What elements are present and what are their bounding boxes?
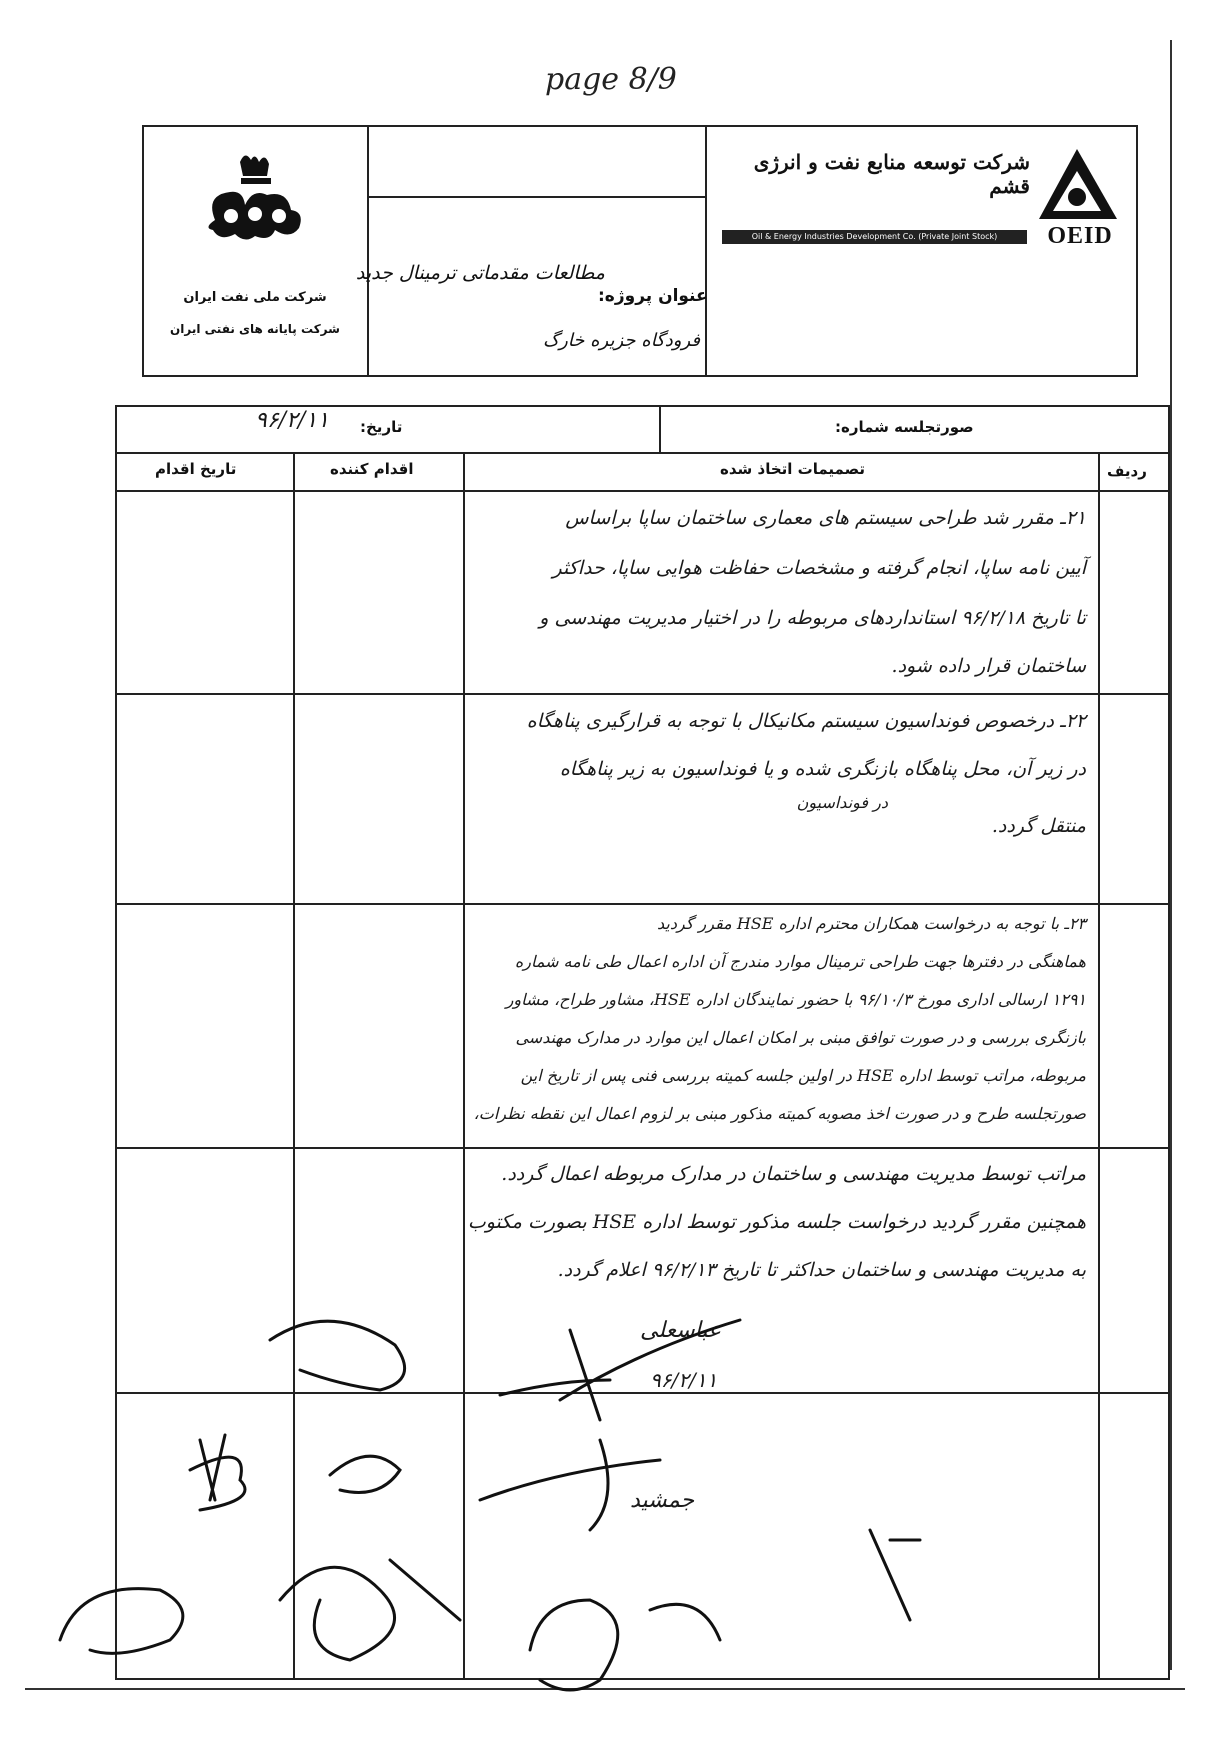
signature-5	[480, 1440, 660, 1530]
signature-3	[190, 1435, 245, 1510]
decision-1-line-4: ساختمان قرار داده شود.	[891, 655, 1086, 677]
decision-2-line-4: منتقل گردد.	[991, 815, 1086, 837]
minutes-number-label: صورتجلسه شماره:	[835, 418, 974, 436]
project-title-line1: مطالعات مقدماتی ترمینال جدید	[355, 262, 605, 284]
oeid-logo-text: OEID	[1047, 223, 1113, 249]
decision-3-line-3: ۱۲۹۱ ارسالی اداری مورخ ۹۶/۱۰/۳ با حضور نمایندگان اداره HSE، مشاور طراح، مشاور	[505, 990, 1086, 1009]
decision-1-line-2: آیین نامه ساپا، انجام گرفته و مشخصات حفاظت هوایی ساپا، حداکثر	[552, 557, 1086, 579]
decision-3-line-1: ۲۳ـ با توجه به درخواست همکاران محترم اداره HSE مقرر گردید	[657, 914, 1086, 933]
decision-1-line-3: تا تاریخ ۹۶/۲/۱۸ استانداردهای مربوطه را در اختیار مدیریت مهندسی و	[539, 607, 1086, 629]
column-header-row: ردیف	[1107, 462, 1147, 480]
signature-9	[870, 1530, 920, 1620]
project-label: عنوان پروژه:	[598, 286, 708, 306]
signature-name-2: جمشید	[630, 1488, 695, 1513]
decision-4-line-2: همچنین مقرر گردید درخواست جلسه مذکور توسط اداره HSE بصورت مکتوب	[467, 1211, 1086, 1233]
decision-1-line-1: ۲۱ـ مقرر شد طراحی سیستم های معماری ساختمان ساپا براساس	[565, 507, 1086, 529]
decision-2-line-3: در فونداسیون	[796, 793, 888, 812]
signature-2	[500, 1320, 740, 1420]
date-value: ۹۶/۲/۱۱	[255, 408, 329, 433]
signature-8	[530, 1600, 720, 1690]
signature-6	[60, 1589, 183, 1654]
signature-4	[330, 1456, 400, 1492]
signature-1	[270, 1321, 405, 1390]
oeid-name-fa: شرکت توسعه منابع نفت و انرژی قشم	[753, 150, 1030, 198]
decision-3-line-4: بازنگری بررسی و در صورت توافق مبنی بر امکان اعمال این موارد در مدارک مهندسی	[515, 1028, 1086, 1047]
decision-3-line-6: صورتجلسه طرح و در صورت اخذ مصوبه کمیته مذکور مبنی بر لزوم اعمال این نقطه نظرات،	[473, 1104, 1086, 1123]
page-number: page 8/9	[545, 62, 677, 97]
signature-name-1: عباسعلی	[640, 1318, 722, 1343]
project-title-line2: فرودگاه جزیره خارگ	[542, 330, 700, 351]
decision-2-line-2: در زیر آن، محل پناهگاه بازنگری شده و یا فونداسیون به زیر پناهگاه	[559, 758, 1086, 780]
column-header-decisions: تصمیمات اتخاذ شده	[720, 460, 865, 478]
nioc-subsidiary-name: شرکت پایانه های نفتی ایران	[170, 322, 340, 336]
decision-3-line-5: مربوطه، مراتب توسط اداره HSE در اولین جلسه کمیته بررسی فنی پس از تاریخ این	[520, 1066, 1086, 1085]
decision-4-line-1: مراتب توسط مدیریت مهندسی و ساختمان در مدارک مربوطه اعمال گردد.	[501, 1163, 1086, 1185]
decision-2-line-1: ۲۲ـ درخصوص فونداسیون سیستم مکانیکال با توجه به قرارگیری پناهگاه	[526, 710, 1086, 732]
column-header-action-date: تاریخ اقدام	[155, 460, 237, 478]
column-header-actor: اقدام کننده	[330, 460, 414, 478]
oeid-name-en: Oil & Energy Industries Development Co. (Private Joint Stock)	[722, 230, 1027, 244]
decision-4-line-3: به مدیریت مهندسی و ساختمان حداکثر تا تاریخ ۹۶/۲/۱۳ اعلام گردد.	[557, 1259, 1086, 1281]
decision-3-line-2: هماهنگی در دفترها جهت طراحی ترمینال موارد مندرج آن اداره اعمال طی نامه شماره	[514, 952, 1086, 971]
signature-date-1: ۹۶/۲/۱۱	[650, 1368, 718, 1392]
date-label: تاریخ:	[360, 418, 403, 436]
signature-7	[280, 1560, 460, 1660]
nioc-company-name: شرکت ملی نفت ایران	[183, 290, 327, 305]
